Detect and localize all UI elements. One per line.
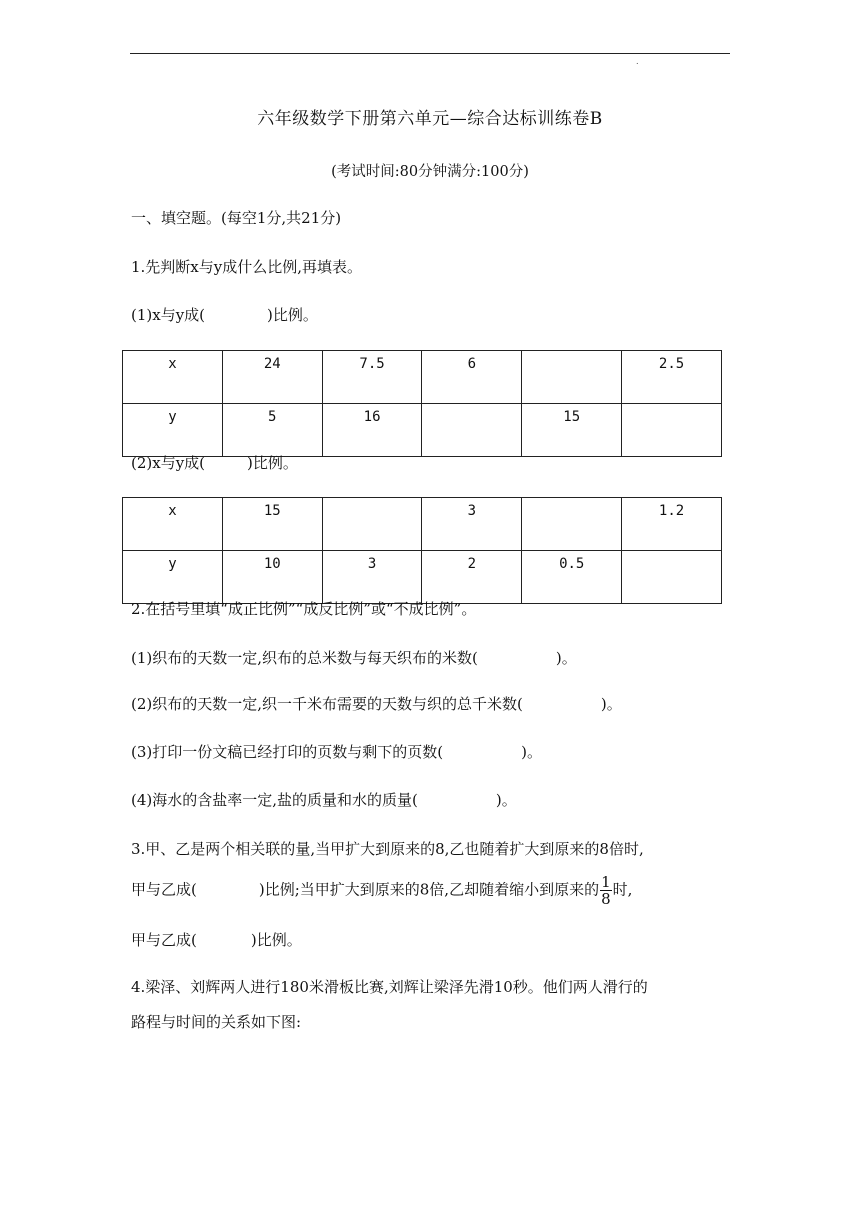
table-cell[interactable] [522, 351, 622, 404]
table-cell: 0.5 [522, 551, 622, 604]
table-cell: y [123, 404, 223, 457]
question-1-stem: 1.先判断x与y成什么比例,再填表。 [131, 258, 363, 276]
question-4-line-2: 路程与时间的关系如下图: [131, 1013, 302, 1031]
table-cell: 5 [222, 404, 322, 457]
question-3-line-2: 甲与乙成( )比例;当甲扩大到原来的8倍,乙却随着缩小到原来的 $\frac{1}{8}$ 时, [131, 873, 633, 908]
question-1-part-2: (2)x与y成( )比例。 [131, 454, 298, 472]
fraction-one-eighth: $\frac{1}{8}$ [601, 873, 611, 908]
header-rule [130, 53, 730, 54]
table-cell[interactable] [622, 551, 722, 604]
exam-info: (考试时间:80分钟满分:100分) [331, 164, 529, 180]
table-cell: 2 [422, 551, 522, 604]
table-cell[interactable] [322, 498, 422, 551]
table-cell: 1.2 [622, 498, 722, 551]
table-row-x [123, 351, 722, 404]
question-2-item-1: (1)织布的天数一定,织布的总米数与每天织布的米数( )。 [131, 649, 577, 667]
question-2-item-3: (3)打印一份文稿已经打印的页数与剩下的页数( )。 [131, 743, 542, 761]
table-2 [122, 497, 722, 604]
table-cell: 7.5 [322, 351, 422, 404]
table-cell: 16 [322, 404, 422, 457]
section-heading: 一、填空题。(每空1分,共21分) [131, 209, 342, 227]
question-1-part-1: (1)x与y成( )比例。 [131, 306, 318, 324]
table-row-x [123, 498, 722, 551]
question-4-line-1: 4.梁泽、刘辉两人进行180米滑板比赛,刘辉让梁泽先滑10秒。他们两人滑行的 [131, 978, 648, 996]
table-cell: 10 [222, 551, 322, 604]
table-cell: 15 [222, 498, 322, 551]
table-cell[interactable] [522, 498, 622, 551]
question-2-item-4: (4)海水的含盐率一定,盐的质量和水的质量( )。 [131, 791, 517, 809]
table-cell: x [123, 351, 223, 404]
table-cell: y [123, 551, 223, 604]
table-cell: x [123, 498, 223, 551]
question-2-stem: 2.在括号里填“成正比例”“成反比例”或“不成比例”。 [131, 600, 477, 618]
table-cell[interactable] [422, 404, 522, 457]
table-cell: 24 [222, 351, 322, 404]
table-cell: 2.5 [622, 351, 722, 404]
question-2-item-2: (2)织布的天数一定,织一千米布需要的天数与织的总千米数( )。 [131, 695, 622, 713]
table-row-y [123, 551, 722, 604]
header-dot: . [636, 57, 639, 66]
question-3-line-3: 甲与乙成( )比例。 [131, 931, 302, 949]
table-cell: 3 [322, 551, 422, 604]
table-cell: 15 [522, 404, 622, 457]
table-cell[interactable] [622, 404, 722, 457]
table-1 [122, 350, 722, 457]
question-3-line-1: 3.甲、乙是两个相关联的量,当甲扩大到原来的8,乙也随着扩大到原来的8倍时, [131, 840, 644, 858]
table-row-y [123, 404, 722, 457]
table-cell: 3 [422, 498, 522, 551]
page-title: 六年级数学下册第六单元—综合达标训练卷B [257, 109, 603, 129]
table-cell: 6 [422, 351, 522, 404]
